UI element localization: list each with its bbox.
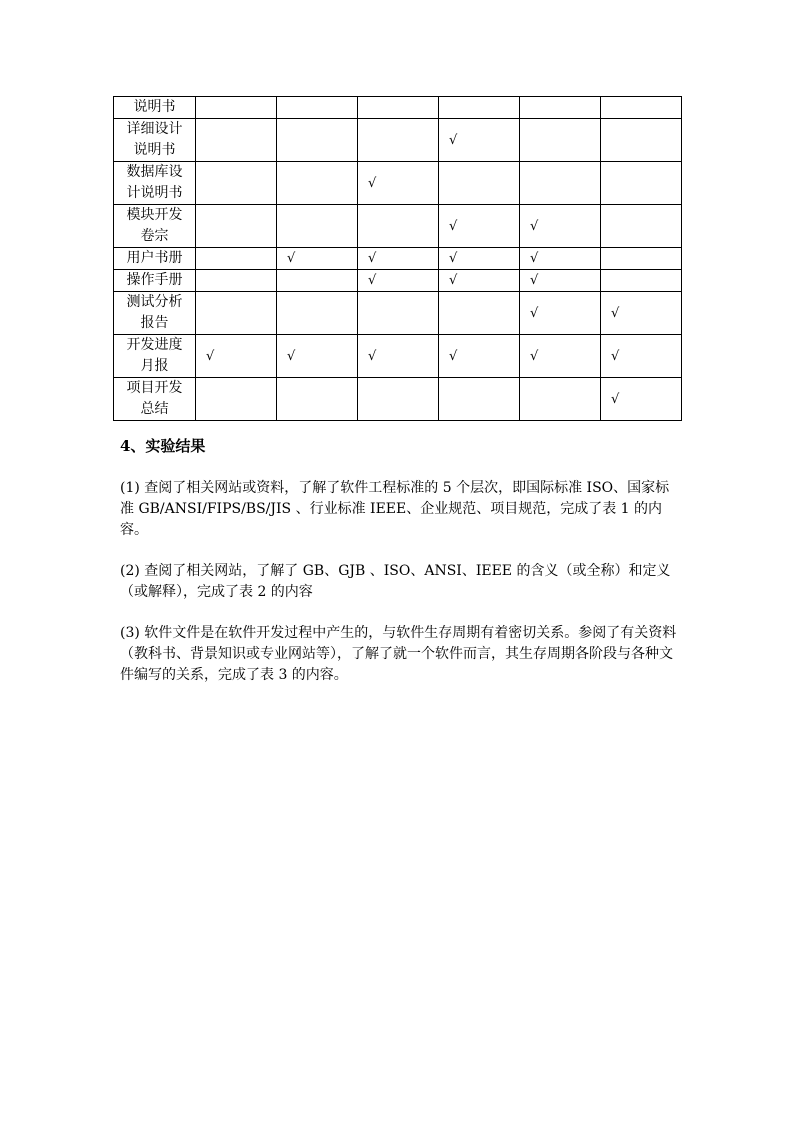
check-mark-icon: √ [449,132,458,148]
row-label [114,378,196,421]
row-label-line: 详细设计 [126,121,183,137]
check-mark-icon: √ [206,348,215,364]
check-mark-icon: √ [449,251,458,266]
table-cell [601,335,682,378]
row-label [114,248,196,270]
table-cell [439,205,520,248]
table-cell [196,162,277,205]
table-cell [358,270,439,292]
check-mark-icon: √ [368,273,377,288]
table-cell [520,378,601,421]
table-cell [601,97,682,119]
table-cell [520,270,601,292]
table-cell [358,248,439,270]
row-label-line: 数据库设 [126,164,183,180]
row-label [114,97,196,119]
table-row [114,270,682,292]
row-label-line: 月报 [140,358,169,374]
check-mark-icon: √ [530,251,539,266]
table-cell [439,162,520,205]
table-cell [520,335,601,378]
row-label-line: 说明书 [133,142,176,158]
table-cell [196,119,277,162]
table-cell [196,97,277,119]
table-cell [439,335,520,378]
check-mark-icon: √ [449,273,458,288]
table-row [114,335,682,378]
table-cell [358,97,439,119]
table-row [114,97,682,119]
table-cell [358,335,439,378]
check-mark-icon: √ [287,348,296,364]
check-mark-icon: √ [530,305,539,321]
row-label-line: 模块开发 [126,207,183,223]
row-label [114,292,196,335]
check-mark-icon: √ [287,251,296,266]
table-cell [601,248,682,270]
table-cell [277,119,358,162]
check-mark-icon: √ [611,391,620,407]
check-mark-icon: √ [530,218,539,234]
table-cell [277,205,358,248]
row-label [114,270,196,292]
table-cell [520,119,601,162]
table-cell [439,97,520,119]
row-label [114,119,196,162]
table-cell [196,335,277,378]
table-cell [439,292,520,335]
table-cell [358,378,439,421]
table-cell [601,205,682,248]
table-cell [196,378,277,421]
result-paragraph-2: (2) 查阅了相关网站，了解了 GB、GJB 、ISO、ANSI、IEEE 的含义（或全称）和定义（或解释），完成了表 2 的内容 [120,563,671,600]
row-label-line: 用户书册 [126,250,183,266]
table-row [114,292,682,335]
table-body [114,97,682,421]
table-cell [520,162,601,205]
table-row [114,205,682,248]
section-heading: 4、实验结果 [120,437,206,455]
table-cell [358,205,439,248]
table-cell [196,270,277,292]
table-row [114,378,682,421]
table-row [114,119,682,162]
table-cell [277,292,358,335]
table-cell [277,378,358,421]
row-label-line: 总结 [140,401,169,417]
check-mark-icon: √ [368,348,377,364]
document-matrix-table [113,96,682,421]
table-cell [439,248,520,270]
result-paragraph-3: (3) 软件文件是在软件开发过程中产生的，与软件生存周期有着密切关系。参阅了有关资料（教科书、背景知识或专业网站等），了解了就一个软件而言，其生存周期各阶段与各种文件编写的关系，完成了表 3 的内容。 [120,625,677,683]
table-cell [358,162,439,205]
table-cell [601,119,682,162]
check-mark-icon: √ [530,273,539,288]
table-cell [196,292,277,335]
row-label-line: 测试分析 [126,294,183,310]
table-cell [439,270,520,292]
row-label [114,335,196,378]
table-cell [358,119,439,162]
table-cell [601,292,682,335]
check-mark-icon: √ [530,348,539,364]
check-mark-icon: √ [449,218,458,234]
table-cell [277,335,358,378]
table-row [114,248,682,270]
table-row [114,162,682,205]
row-label-line: 计说明书 [126,185,183,201]
row-label-line: 说明书 [133,99,176,115]
table-cell [520,248,601,270]
table-cell [358,292,439,335]
row-label [114,162,196,205]
row-label-line: 操作手册 [126,272,183,288]
check-mark-icon: √ [368,175,377,191]
row-label-line: 卷宗 [140,228,169,244]
row-label-line: 开发进度 [126,337,183,353]
table-cell [277,270,358,292]
check-mark-icon: √ [368,251,377,266]
table-cell [601,270,682,292]
row-label-line: 报告 [140,315,169,331]
table-cell [439,378,520,421]
check-mark-icon: √ [611,305,620,321]
row-label [114,205,196,248]
table-cell [196,205,277,248]
table-cell [520,292,601,335]
table-cell [439,119,520,162]
row-label-line: 项目开发 [126,380,183,396]
table-cell [520,97,601,119]
table-cell [277,248,358,270]
table-cell [196,248,277,270]
result-paragraph-1: (1) 查阅了相关网站或资料，了解了软件工程标准的 5 个层次，即国际标准 ISO、国家标准 GB/ANSI/FIPS/BS/JIS 、行业标准 IEEE、企业规范、项目规范，完成了表 1 的内容。 [120,480,670,538]
table-cell [277,162,358,205]
table-cell [601,378,682,421]
check-mark-icon: √ [449,348,458,364]
table-cell [520,205,601,248]
check-mark-icon: √ [611,348,620,364]
table-cell [277,97,358,119]
table-cell [601,162,682,205]
